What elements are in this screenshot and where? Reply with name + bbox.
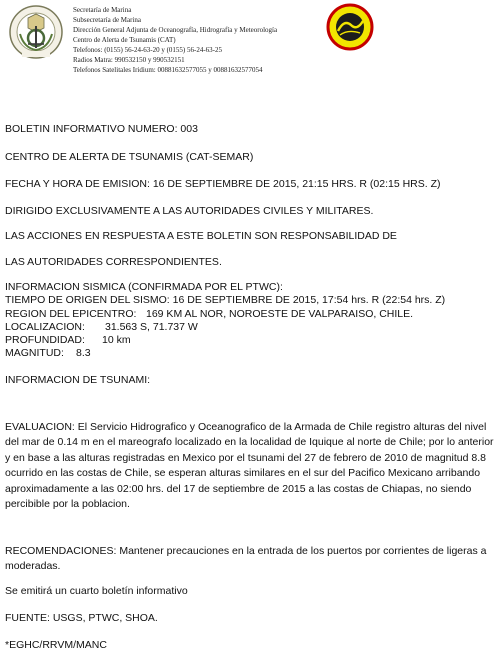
header-line: Radios Matra: 990532150 y 990532151 [73, 56, 185, 64]
emission-datetime: FECHA Y HORA DE EMISION: 16 DE SEPTIEMBRE DE 2015, 21:15 HRS. R (02:15 HRS. Z) [5, 178, 441, 190]
header-line: Subsecretaría de Marina [73, 16, 142, 24]
recommendations-paragraph: RECOMENDACIONES: Mantener precauciones en la entrada de los puertos por corrientes de ligeras a moderadas. [5, 545, 487, 573]
bulletin-number: BOLETIN INFORMATIVO NUMERO: 003 [5, 123, 198, 135]
location-value: 31.563 S, 71.737 W [105, 321, 198, 333]
header-line: Secretaría de Marina [73, 6, 132, 14]
letterhead [0, 0, 500, 95]
depth-value: 10 km [102, 334, 131, 346]
location-label: LOCALIZACION: [5, 321, 85, 333]
magnitude-label: MAGNITUD: [5, 347, 64, 359]
letterhead-text [73, 5, 313, 75]
responsibility-notice-line-2: LAS AUTORIDADES CORRESPONDIENTES. [5, 256, 222, 268]
responsibility-notice-line-1: LAS ACCIONES EN RESPUESTA A ESTE BOLETIN SON RESPONSABILIDAD DE [5, 230, 397, 242]
origin-time: TIEMPO DE ORIGEN DEL SISMO: 16 DE SEPTIEMBRE DE 2015, 17:54 hrs. R (22:54 hrs. Z) [5, 294, 446, 306]
sources: FUENTE: USGS, PTWC, SHOA. [5, 612, 158, 624]
tsunami-center-logo [318, 2, 382, 52]
navy-seal-logo [8, 4, 64, 62]
audience-notice: DIRIGIDO EXCLUSIVAMENTE A LAS AUTORIDADES CIVILES Y MILITARES. [5, 205, 374, 217]
magnitude-row [5, 347, 91, 359]
tsunami-info-heading: INFORMACION DE TSUNAMI: [5, 374, 151, 386]
header-line: Centro de Alerta de Tsunamis (CAT) [73, 36, 176, 44]
alert-center-name: CENTRO DE ALERTA DE TSUNAMIS (CAT-SEMAR) [5, 151, 254, 163]
location-row [5, 321, 198, 333]
depth-label: PROFUNDIDAD: [5, 334, 85, 346]
magnitude-value: 8.3 [76, 347, 91, 359]
epicenter-row [5, 308, 413, 320]
next-bulletin-notice: Se emitirá un cuarto boletín informativo [5, 585, 188, 597]
depth-row [5, 334, 131, 346]
author-initials: *EGHC/RRVM/MANC [5, 639, 107, 651]
header-line: Dirección General Adjunta de Oceanografía, Hidrografía y Meteorología [73, 26, 278, 34]
evaluation-paragraph: EVALUACION: El Servicio Hidrografico y Oceanografico de la Armada de Chile registro alturas del nivel del mar de 0.14 m en el mareografo localizado en la localidad de Iquique al norte de Chile; por lo anterior y en base a las alturas registradas en Mexico por el tsunami del 27 de febrero de 2010 de magnitud 8.8 ocurrido en las costas de Chile, se esperan alturas similares en el sur del Pacifico Mexicano arribando aproximadamente a las 02:00 hrs. del 17 de septiembre de 2015 a las costas de Chiapas, no siendo percibible por la poblacion. [5, 421, 494, 511]
header-line: Telefonos: (0155) 56-24-63-20 y (0155) 56-24-63-25 [73, 46, 223, 54]
seismic-info-heading: INFORMACION SISMICA (CONFIRMADA POR EL PTWC): [5, 281, 283, 293]
epicenter-value: 169 KM AL NOR, NOROESTE DE VALPARAISO, CHILE. [146, 308, 414, 320]
epicenter-label: REGION DEL EPICENTRO: [5, 308, 137, 320]
header-line: Telefonos Satelitales Iridium: 00881632577055 y 00881632577054 [73, 66, 263, 74]
